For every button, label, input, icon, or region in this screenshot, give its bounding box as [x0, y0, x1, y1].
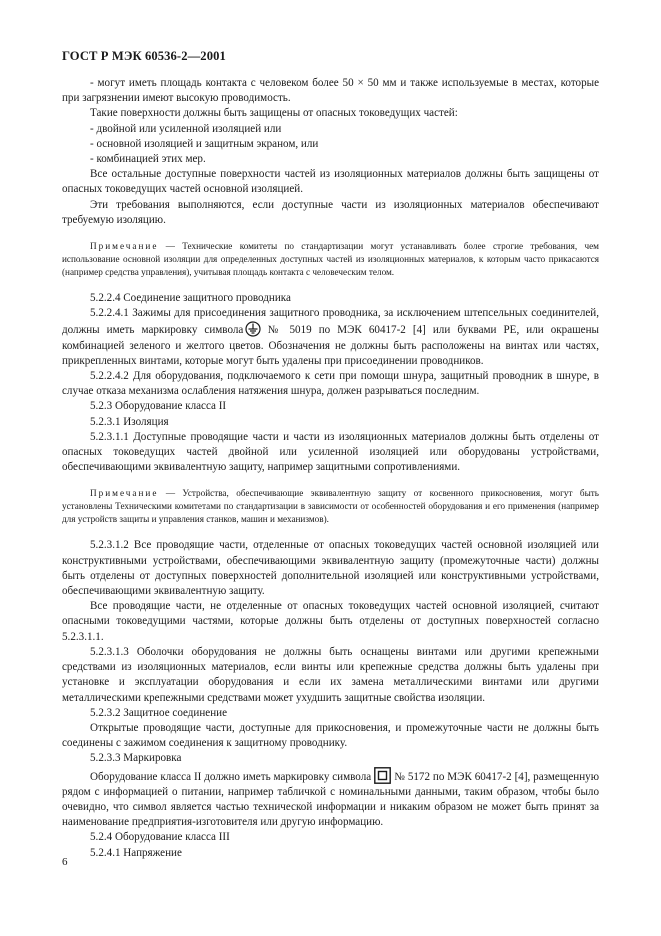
note: [62, 240, 599, 279]
paragraph: 5.2.2.4.2 Для оборудования, подключаемого к сети при помощи шнура, защитный проводник в шнуре, в случае отказа механизма ослабления натяжения шнура, должен разрываться последним.: [62, 370, 599, 398]
paragraph-text: 5.2.2.4.1 Зажимы для присоединения защитного проводника, за исключением штепсельных соединителей, должны иметь маркировку символа: [62, 307, 599, 337]
paragraph: Открытые проводящие части, доступные для прикосновения, и промежуточные части не должны быть соединены с зажимом соединения к защитному проводнику.: [62, 721, 599, 750]
paragraph: 5.2.3.1.2 Все проводящие части, отделенные от опасных токоведущих частей основной изоляцией или конструктивными устройствами, обеспечивающими эквивалентную защиту (промежуточные части) должны быть отделены от доступных поверхностей дополнительной изоляцией или конструктивными устройствами, обеспечивающими эквивалентную защиту.: [62, 539, 599, 598]
section-heading: 5.2.3.1 Изоляция: [90, 415, 169, 428]
paragraph-text: Оборудование класса II должно иметь маркировку символа: [90, 770, 372, 783]
list-item: - основной изоляцией и защитным экраном, или: [90, 137, 319, 150]
section-heading: 5.2.3.3 Маркировка: [90, 752, 182, 765]
paragraph: Такие поверхности должны быть защищены от опасных токоведущих частей:: [90, 107, 458, 120]
paragraph-text: № 5019 по МЭК 60417-2 [4] или буквами PE, или окрашены комбинацией зеленого и желтого цветов. Обозначения не должны быть расположены на винтах или частях, прикрепленных винтами, которые могут быть удалены при присоединении проводников.: [62, 324, 599, 367]
paragraph: Эти требования выполняются, если доступные части из изоляционных материалов обеспечивают требуемую изоляцию.: [62, 198, 599, 226]
class-ii-icon: [374, 767, 391, 784]
document-body: [62, 76, 599, 861]
note-text: — Технические комитеты по стандартизации могут устанавливать более строгие требования, чем использование основной изоляции для определенных доступных частей из изоляционных материалов, к которым часто прикасаются (например средства управления), учитывая площадь контакта с человеческим телом.: [62, 241, 599, 278]
paragraph: Все проводящие части, не отделенные от опасных токоведущих частей основной изоляцией, считают опасными токоведущими частями, которые должны быть отделены от доступных поверхностей согласно 5.2.3.1.1.: [62, 600, 599, 643]
document-header: ГОСТ Р МЭК 60536-2—2001: [62, 49, 226, 63]
paragraph-text: № 5172 по МЭК 60417-2 [4], размещенную рядом с информацией о питании, например табличкой с номинальными данными, таким образом, чтобы было очевидно, что символ является частью технической информации и никаким образом не может быть принят за наименование предприятия-изготовителя или другую информацию.: [62, 770, 599, 829]
paragraph: [62, 767, 599, 831]
paragraph: Все остальные доступные поверхности частей из изоляционных материалов должны быть защищены от опасных токоведущих частей основной изоляцией.: [62, 168, 599, 196]
section-heading: 5.2.2.4 Соединение защитного проводника: [90, 292, 291, 305]
note-label: Примечание: [90, 241, 159, 252]
paragraph: [62, 306, 599, 369]
list-item: - комбинацией этих мер.: [90, 153, 206, 166]
page-number: 6: [62, 856, 68, 868]
paragraph: - могут иметь площадь контакта с человеком более 50 × 50 мм и также используемые в местах, которые при загрязнении имеют высокую проводимость.: [62, 77, 599, 105]
paragraph: 5.2.3.1.1 Доступные проводящие части и части из изоляционных материалов должны быть отделены от опасных токоведущих частей двойной или усиленной изоляцией или оборудованы устройствами, обеспечивающими эквивалентную защиту, например защитными сопротивлениями.: [62, 430, 599, 474]
section-heading: 5.2.4.1 Напряжение: [90, 846, 182, 859]
list-item: - двойной или усиленной изоляцией или: [90, 122, 282, 135]
note-text: — Устройства, обеспечивающие эквивалентную защиту от косвенного прикосновения, могут быть установлены Техническими комитетами по стандартизации в зависимости от особенностей оборудования и его применения (например для устройств защиты и управления станков, машин и механизмов).: [62, 488, 599, 525]
note-label: Примечание: [90, 488, 159, 499]
paragraph: 5.2.3.1.3 Оболочки оборудования не должны быть оснащены винтами или другими крепежными средствами из изоляционных материалов, если винты или крепежные средства должны быть удалены при установке и эксплуатации оборудования и если их замена металлическими винтами или другими металлическими крепежными средствами может ухудшить защитные свойства изоляции.: [62, 645, 599, 704]
section-heading: 5.2.4 Оборудование класса III: [90, 831, 230, 844]
section-heading: 5.2.3.2 Защитное соединение: [90, 706, 228, 719]
protective-earth-icon: [245, 321, 261, 337]
note: [62, 487, 599, 526]
section-heading: 5.2.3 Оборудование класса II: [90, 400, 227, 413]
